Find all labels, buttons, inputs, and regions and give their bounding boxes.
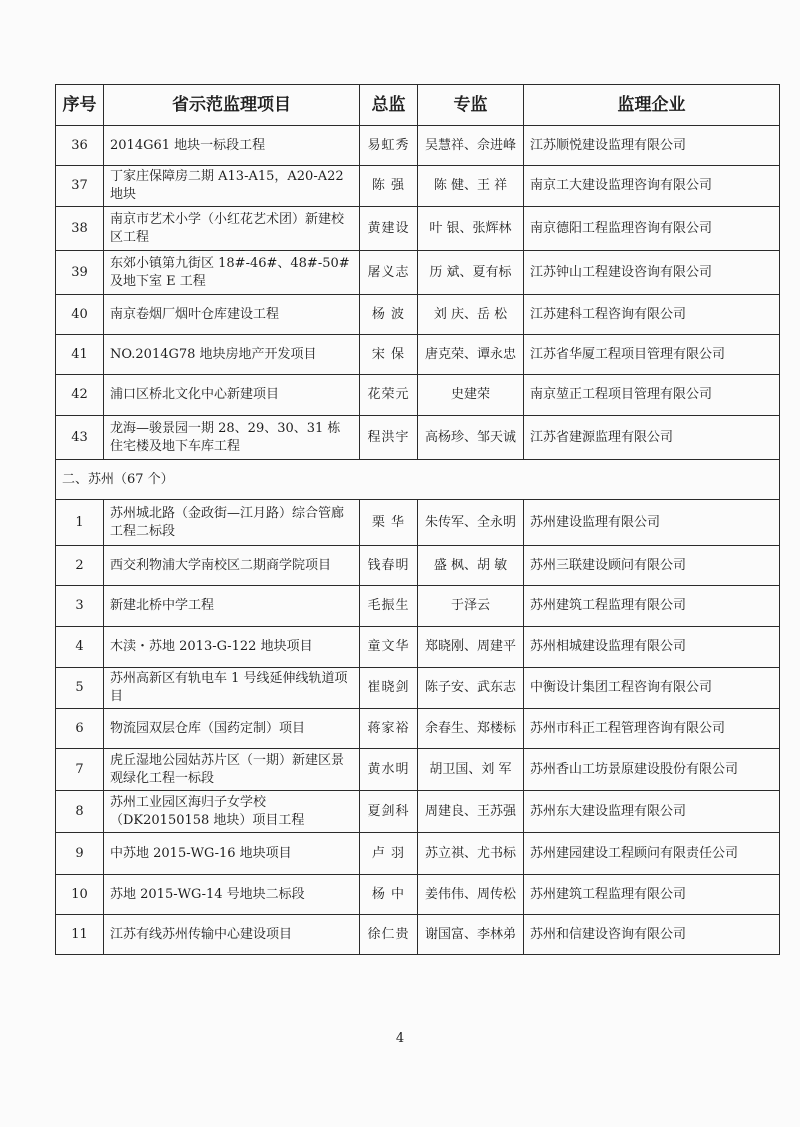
- cell-project: 木渎・苏地 2013-G-122 地块项目: [104, 627, 360, 668]
- cell-no: 2: [56, 546, 104, 586]
- table-row: [56, 627, 780, 668]
- cell-project: 2014G61 地块一标段工程: [104, 126, 360, 166]
- table-header-row: [56, 85, 780, 126]
- section-title: 二、苏州（67 个）: [56, 460, 780, 500]
- cell-firm: 中衡设计集团工程咨询有限公司: [524, 668, 780, 709]
- cell-supervisors: 郑晓刚、周建平: [418, 627, 524, 668]
- cell-project: 苏地 2015-WG-14 号地块二标段: [104, 875, 360, 915]
- suzhou-rows: [56, 500, 780, 955]
- table-row: [56, 207, 780, 251]
- cell-director: 徐仁贵: [360, 915, 418, 955]
- cell-director: 夏剑科: [360, 791, 418, 833]
- cell-supervisors: 吴慧祥、佘进峰: [418, 126, 524, 166]
- cell-no: 10: [56, 875, 104, 915]
- supervision-project-table: [55, 84, 780, 955]
- header-no: 序号: [56, 85, 104, 126]
- cell-project: 苏州高新区有轨电车 1 号线延伸线轨道项目: [104, 668, 360, 709]
- table-row: [56, 500, 780, 546]
- cell-director: 花荣元: [360, 375, 418, 416]
- page-number: 4: [395, 1031, 405, 1046]
- cell-project: 丁家庄保障房二期 A13-A15，A20-A22 地块: [104, 166, 360, 207]
- cell-project: 中苏地 2015-WG-16 地块项目: [104, 833, 360, 875]
- cell-no: 8: [56, 791, 104, 833]
- cell-project: 南京卷烟厂烟叶仓库建设工程: [104, 295, 360, 335]
- cell-director: 童文华: [360, 627, 418, 668]
- cell-project: NO.2014G78 地块房地产开发项目: [104, 335, 360, 375]
- cell-no: 3: [56, 586, 104, 627]
- cell-no: 7: [56, 749, 104, 791]
- cell-project: 南京市艺术小学（小红花艺术团）新建校区工程: [104, 207, 360, 251]
- table-row: [56, 586, 780, 627]
- cell-firm: 南京德阳工程监理咨询有限公司: [524, 207, 780, 251]
- cell-supervisors: 历 斌、夏有标: [418, 251, 524, 295]
- cell-supervisors: 周建良、王苏强: [418, 791, 524, 833]
- cell-director: 黄建设: [360, 207, 418, 251]
- table-row: [56, 546, 780, 586]
- cell-firm: 苏州和信建设咨询有限公司: [524, 915, 780, 955]
- table-row: [56, 251, 780, 295]
- table-row: [56, 915, 780, 955]
- cell-firm: 苏州建设监理有限公司: [524, 500, 780, 546]
- cell-no: 9: [56, 833, 104, 875]
- cell-project: 西交利物浦大学南校区二期商学院项目: [104, 546, 360, 586]
- table-row: [56, 668, 780, 709]
- cell-director: 崔晓剑: [360, 668, 418, 709]
- cell-firm: 苏州市科正工程管理咨询有限公司: [524, 709, 780, 749]
- cell-project: 浦口区桥北文化中心新建项目: [104, 375, 360, 416]
- cell-firm: 苏州东大建设监理有限公司: [524, 791, 780, 833]
- cell-firm: 江苏顺悦建设监理有限公司: [524, 126, 780, 166]
- cell-project: 龙海—骏景园一期 28、29、30、31 栋住宅楼及地下车库工程: [104, 416, 360, 460]
- cell-firm: 苏州香山工坊景原建设股份有限公司: [524, 749, 780, 791]
- table-row: [56, 416, 780, 460]
- table-row: [56, 375, 780, 416]
- cell-supervisors: 刘 庆、岳 松: [418, 295, 524, 335]
- cell-no: 40: [56, 295, 104, 335]
- cell-supervisors: 叶 银、张辉林: [418, 207, 524, 251]
- table-row: [56, 749, 780, 791]
- cell-firm: 苏州建筑工程监理有限公司: [524, 586, 780, 627]
- cell-project: 苏州城北路（金政街—江月路）综合管廊工程二标段: [104, 500, 360, 546]
- cell-supervisors: 唐克荣、谭永忠: [418, 335, 524, 375]
- cell-director: 屠义志: [360, 251, 418, 295]
- cell-director: 毛振生: [360, 586, 418, 627]
- cell-firm: 江苏钟山工程建设咨询有限公司: [524, 251, 780, 295]
- table-row: [56, 335, 780, 375]
- section-row: [56, 460, 780, 500]
- header-director: 总监: [360, 85, 418, 126]
- cell-no: 42: [56, 375, 104, 416]
- cell-supervisors: 苏立祺、尤书标: [418, 833, 524, 875]
- nanjing-rows: [56, 126, 780, 460]
- cell-supervisors: 陈子安、武东志: [418, 668, 524, 709]
- cell-project: 苏州工业园区海归子女学校（DK20150158 地块）项目工程: [104, 791, 360, 833]
- table-row: [56, 875, 780, 915]
- cell-no: 43: [56, 416, 104, 460]
- header-project: 省示范监理项目: [104, 85, 360, 126]
- cell-director: 杨 中: [360, 875, 418, 915]
- cell-firm: 苏州建园建设工程顾问有限责任公司: [524, 833, 780, 875]
- cell-no: 39: [56, 251, 104, 295]
- header-supervisors: 专监: [418, 85, 524, 126]
- cell-supervisors: 谢国富、李林弟: [418, 915, 524, 955]
- cell-supervisors: 陈 健、王 祥: [418, 166, 524, 207]
- cell-no: 37: [56, 166, 104, 207]
- table-row: [56, 833, 780, 875]
- cell-project: 江苏有线苏州传输中心建设项目: [104, 915, 360, 955]
- cell-no: 36: [56, 126, 104, 166]
- cell-firm: 江苏省建源监理有限公司: [524, 416, 780, 460]
- cell-supervisors: 朱传军、全永明: [418, 500, 524, 546]
- cell-firm: 苏州三联建设顾问有限公司: [524, 546, 780, 586]
- table-row: [56, 295, 780, 335]
- cell-firm: 南京工大建设监理咨询有限公司: [524, 166, 780, 207]
- cell-director: 宋 保: [360, 335, 418, 375]
- cell-supervisors: 胡卫国、刘 军: [418, 749, 524, 791]
- cell-director: 黄水明: [360, 749, 418, 791]
- header-firm: 监理企业: [524, 85, 780, 126]
- cell-no: 38: [56, 207, 104, 251]
- cell-project: 新建北桥中学工程: [104, 586, 360, 627]
- cell-director: 卢 羽: [360, 833, 418, 875]
- cell-project: 虎丘湿地公园姑苏片区（一期）新建区景观绿化工程一标段: [104, 749, 360, 791]
- cell-project: 东郊小镇第九街区 18#-46#、48#-50#及地下室 E 工程: [104, 251, 360, 295]
- cell-supervisors: 余春生、郑楼标: [418, 709, 524, 749]
- cell-supervisors: 盛 枫、胡 敏: [418, 546, 524, 586]
- cell-no: 1: [56, 500, 104, 546]
- cell-firm: 南京堃正工程项目管理有限公司: [524, 375, 780, 416]
- table-row: [56, 126, 780, 166]
- cell-no: 4: [56, 627, 104, 668]
- cell-no: 11: [56, 915, 104, 955]
- cell-no: 6: [56, 709, 104, 749]
- table-row: [56, 709, 780, 749]
- cell-director: 易虹秀: [360, 126, 418, 166]
- cell-firm: 江苏建科工程咨询有限公司: [524, 295, 780, 335]
- section-row-group: [56, 460, 780, 500]
- cell-director: 栗 华: [360, 500, 418, 546]
- cell-supervisors: 于泽云: [418, 586, 524, 627]
- cell-firm: 江苏省华厦工程项目管理有限公司: [524, 335, 780, 375]
- cell-director: 程洪宇: [360, 416, 418, 460]
- cell-supervisors: 史建荣: [418, 375, 524, 416]
- cell-supervisors: 高杨珍、邹天诚: [418, 416, 524, 460]
- table-row: [56, 166, 780, 207]
- cell-director: 杨 波: [360, 295, 418, 335]
- cell-no: 5: [56, 668, 104, 709]
- cell-firm: 苏州建筑工程监理有限公司: [524, 875, 780, 915]
- cell-director: 陈 强: [360, 166, 418, 207]
- cell-supervisors: 姜伟伟、周传松: [418, 875, 524, 915]
- cell-firm: 苏州相城建设监理有限公司: [524, 627, 780, 668]
- cell-director: 钱春明: [360, 546, 418, 586]
- cell-project: 物流园双层仓库（国药定制）项目: [104, 709, 360, 749]
- cell-director: 蒋家裕: [360, 709, 418, 749]
- table-row: [56, 791, 780, 833]
- cell-no: 41: [56, 335, 104, 375]
